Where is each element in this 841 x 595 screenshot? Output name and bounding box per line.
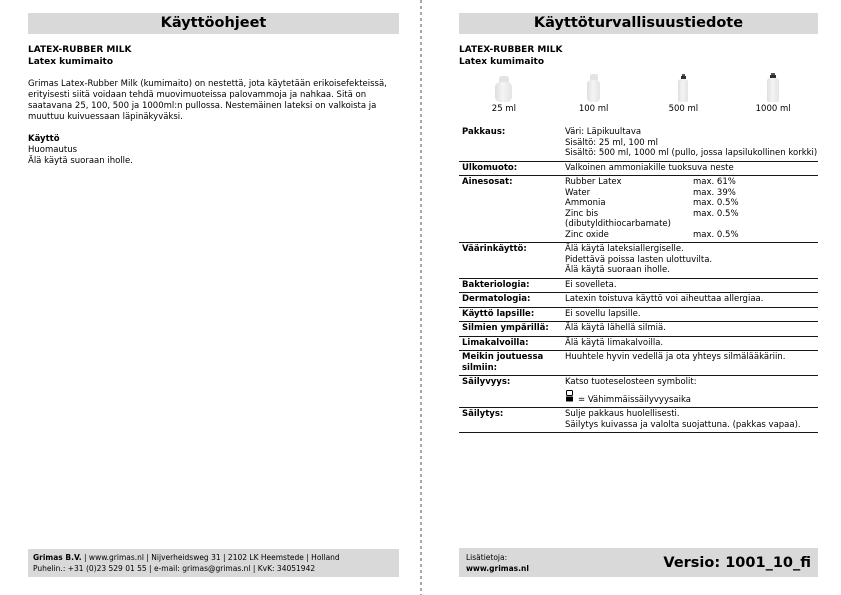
value-line: Ei sovellu lapsille. <box>565 308 641 319</box>
row-label: Väärinkäyttö: <box>462 244 527 254</box>
table-row-pakkaus <box>459 126 818 162</box>
symbol-caption: = Vähimmäissäilyvyysaika <box>578 394 691 405</box>
value-line: Sulje pakkaus huolellisesti. <box>565 409 680 419</box>
row-label: Käyttö lapsille: <box>462 308 535 319</box>
hourglass-icon <box>565 390 574 406</box>
ingredient-max-value: max. 0.5% <box>693 198 739 208</box>
bottle-size-label: 500 ml <box>668 104 699 114</box>
value-line: Älä käytä lateksiallergiselle. <box>565 244 684 254</box>
ingredient-max-value: max. 0.5% <box>693 208 739 219</box>
ingredient-max-value: max. 39% <box>693 187 736 198</box>
ingredient-name: Rubber Latex <box>565 177 622 187</box>
version-label: Versio: 1001_10_fi <box>663 554 811 571</box>
product-subtitle: Latex kumimaito <box>28 57 114 67</box>
row-value <box>565 280 818 291</box>
company-footer-line2: Puhelin.: +31 (0)23 529 01 55 | e-mail: grimas@grimas.nl | KvK: 34051942 <box>33 564 316 573</box>
row-value <box>565 352 818 363</box>
bottle-25ml-icon <box>495 70 512 102</box>
durability-symbol-line <box>565 390 818 406</box>
row-label: Säilyvyys: <box>462 377 511 387</box>
usage-note: Huomautus <box>28 145 78 155</box>
usage-warning: Älä käytä suoraan iholle. <box>28 156 133 166</box>
value-line: Älä käytä suoraan iholle. <box>565 265 670 275</box>
safety-data-table <box>459 126 818 433</box>
row-value <box>565 163 818 174</box>
ingredient-name: Zinc bis (dibutyldithiocarbamate) <box>565 208 671 229</box>
row-value <box>565 127 818 159</box>
ingredient-row <box>565 209 818 230</box>
ingredient-row <box>565 188 818 199</box>
ingredient-row <box>565 230 818 241</box>
table-row-ulkomuoto <box>459 162 818 177</box>
row-value <box>565 309 818 320</box>
value-line: Valkoinen ammoniakille tuoksuva neste <box>565 162 734 173</box>
safety-page-title: Käyttöturvallisuustiedote <box>459 13 818 34</box>
bottle-col-100ml <box>549 70 639 115</box>
website-text: www.grimas.nl <box>466 563 529 573</box>
value-line: Sisältö: 25 ml, 100 ml <box>565 137 658 148</box>
product-description: Grimas Latex-Rubber Milk (kumimaito) on nestettä, jota käytetään erikoisefekteissä, erityisesti siitä voidaan tehdä muovimuoteissa palovammoja ja nahkaa. Sitä on saatavana 25, 100, 500 ja 1000ml:n pullossa. Nestemäinen lateksi on valkoista ja muuttuu kuivuessaan läpinäkyväksi. <box>28 79 387 122</box>
row-label: Bakteriologia: <box>462 279 530 290</box>
row-value <box>565 294 818 305</box>
usage-heading: Käyttö <box>28 134 60 144</box>
ingredient-max-value: max. 61% <box>693 177 736 187</box>
ingredient-row <box>565 177 818 188</box>
row-value <box>565 338 818 349</box>
bottle-1000ml-icon <box>767 70 779 102</box>
ingredient-name: Ammonia <box>565 198 606 208</box>
value-line: Väri: Läpikuultava <box>565 127 642 137</box>
bottle-size-row <box>459 70 818 115</box>
value-line: Latexin toistuva käyttö voi aiheuttaa allergiaa. <box>565 294 764 304</box>
more-info-block <box>466 552 529 574</box>
value-line: Katso tuoteselosteen symbolit: <box>565 377 697 387</box>
value-line: Pidettävä poissa lasten ulottuvilta. <box>565 254 713 265</box>
row-label: Ulkomuoto: <box>462 162 518 173</box>
bottle-size-label: 100 ml <box>578 104 609 114</box>
table-row-meikin-joutuessa-silmiin <box>459 351 818 376</box>
page-instructions <box>28 13 399 167</box>
bottle-size-label: 25 ml <box>491 104 516 114</box>
value-line: Huuhtele hyvin vedellä ja ota yhteys silmälääkäriin. <box>565 352 786 362</box>
row-value <box>565 409 818 430</box>
page-divider-dashed-line <box>420 0 422 595</box>
row-value <box>565 323 818 334</box>
bottle-500ml-icon <box>678 70 688 102</box>
bottle-col-1000ml <box>728 70 818 115</box>
row-value <box>565 177 818 240</box>
row-label: Meikin joutuessa silmiin: <box>462 352 544 373</box>
table-row-silmien-ymparilla <box>459 322 818 337</box>
instructions-page-title: Käyttöohjeet <box>28 13 399 34</box>
table-row-bakteriologia <box>459 279 818 294</box>
company-footer-line1 <box>33 552 394 563</box>
company-address: | www.grimas.nl | Nijverheidsweg 31 | 2102 LK Heemstede | Holland <box>81 553 340 562</box>
company-footer <box>28 549 399 577</box>
ingredient-row <box>565 198 818 209</box>
table-row-limakalvoilla <box>459 337 818 352</box>
table-row-sailytys <box>459 408 818 433</box>
row-label: Pakkaus: <box>462 127 506 137</box>
table-row-vaarinkaytto <box>459 243 818 279</box>
product-name-block <box>28 44 399 68</box>
more-info-label: Lisätietoja: <box>466 552 508 562</box>
value-line: Säilytys kuivassa ja valolta suojattuna. (pakkas vapaa). <box>565 419 801 430</box>
ingredient-name: Zinc oxide <box>565 229 609 240</box>
version-footer <box>459 548 818 577</box>
product-subtitle: Latex kumimaito <box>459 57 545 67</box>
bottle-100ml-icon <box>587 70 600 102</box>
value-line: Ei sovelleta. <box>565 279 617 290</box>
table-row-ainesosat <box>459 176 818 243</box>
bottle-size-label: 1000 ml <box>755 104 791 114</box>
ingredient-max-value: max. 0.5% <box>693 229 739 240</box>
product-name: LATEX-RUBBER MILK <box>28 45 132 55</box>
value-line: Älä käytä limakalvoilla. <box>565 337 664 348</box>
bottle-col-25ml <box>459 70 549 115</box>
company-name: Grimas B.V. <box>33 553 82 562</box>
row-label: Dermatologia: <box>462 294 531 304</box>
ingredient-name: Water <box>565 187 591 198</box>
row-label: Limakalvoilla: <box>462 337 529 348</box>
table-row-sailyvyys <box>459 376 818 408</box>
row-value <box>565 244 818 276</box>
table-row-kaytto-lapsille <box>459 308 818 323</box>
row-label: Säilytys: <box>462 409 504 419</box>
value-line: Älä käytä lähellä silmiä. <box>565 323 666 333</box>
product-name-block <box>459 44 818 68</box>
table-row-dermatologia <box>459 293 818 308</box>
product-name: LATEX-RUBBER MILK <box>459 45 563 55</box>
value-line: Sisältö: 500 ml, 1000 ml (pullo, jossa lapsilukollinen korkki) <box>565 148 818 158</box>
row-value <box>565 377 818 405</box>
bottle-col-500ml <box>639 70 729 115</box>
row-label: Ainesosat: <box>462 177 513 187</box>
page-safety-data <box>459 13 818 433</box>
row-label: Silmien ympärillä: <box>462 323 549 333</box>
